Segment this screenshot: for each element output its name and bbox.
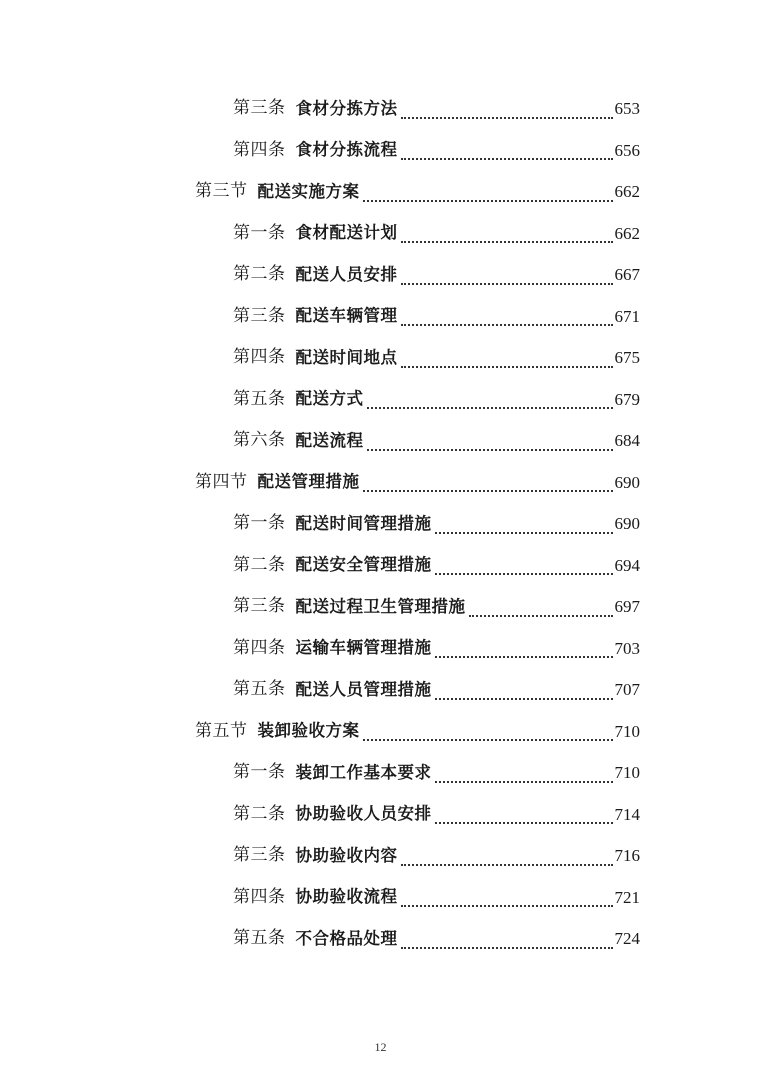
toc-entry[interactable]	[0, 296, 761, 338]
toc-entry-title: 配送人员管理措施	[295, 679, 432, 699]
toc-entry[interactable]	[0, 628, 761, 670]
toc-entry-title: 配送人员安排	[295, 264, 398, 284]
toc-entry[interactable]	[0, 918, 761, 960]
dot-leader	[401, 366, 613, 368]
toc-entry-page: 710	[614, 763, 640, 783]
toc-entry[interactable]	[0, 669, 761, 711]
dot-leader	[435, 781, 613, 783]
toc-entry-label: 第五条	[233, 928, 286, 949]
toc-entry-page: 662	[614, 223, 640, 243]
dot-leader	[401, 905, 613, 907]
toc-entry-page: 703	[614, 638, 640, 658]
toc-entry-page: 724	[614, 929, 640, 949]
toc-entry-title: 食材分拣流程	[295, 140, 398, 159]
toc-entry-label: 第二条	[233, 264, 286, 285]
toc-entry-label: 第二条	[233, 554, 286, 575]
toc-entry[interactable]	[0, 835, 761, 877]
toc-entry-label: 第四条	[233, 637, 286, 658]
toc-entry-title: 运输车辆管理措施	[295, 638, 432, 657]
dot-leader	[367, 449, 613, 451]
toc-entry[interactable]	[0, 545, 761, 587]
toc-entry-label: 第四节	[195, 471, 248, 492]
toc-entry-label: 第一条	[233, 762, 286, 783]
toc-entry[interactable]	[0, 88, 761, 130]
toc-entry-title: 协助验收内容	[295, 845, 398, 865]
toc-entry-label: 第二条	[233, 803, 286, 824]
toc-entry-label: 第五条	[233, 388, 286, 409]
dot-leader	[401, 864, 613, 866]
toc-entry-title: 配送方式	[295, 389, 364, 408]
dot-leader	[401, 324, 613, 326]
toc-entry-page: 656	[614, 140, 640, 160]
toc-entry-page: 662	[614, 182, 640, 202]
toc-section-entry[interactable]	[0, 171, 761, 213]
toc-entry-label: 第四条	[233, 347, 286, 368]
toc-entry-label: 第三条	[233, 98, 286, 119]
toc-entry-label: 第四条	[233, 886, 286, 907]
toc-entry-title: 协助验收人员安排	[295, 804, 432, 823]
toc-entry-page: 694	[614, 555, 640, 575]
toc-section-entry[interactable]	[0, 711, 761, 753]
toc-entry-page: 653	[614, 99, 640, 119]
toc-entry[interactable]	[0, 877, 761, 919]
toc-entry-title: 配送时间地点	[295, 347, 398, 367]
toc-entry-page: 710	[614, 721, 640, 741]
dot-leader	[435, 573, 613, 575]
toc-entry[interactable]	[0, 503, 761, 545]
toc-entry-title: 装卸验收方案	[257, 721, 360, 740]
toc-entry-title: 食材分拣方法	[295, 98, 398, 118]
toc-entry-page: 667	[614, 265, 640, 285]
toc-entry-label: 第三条	[233, 305, 286, 326]
toc-entry-page: 716	[614, 846, 640, 866]
toc-entry-label: 第六条	[233, 430, 286, 451]
dot-leader	[435, 698, 613, 700]
toc-entry-title: 配送过程卫生管理措施	[295, 596, 466, 616]
toc-entry-title: 配送时间管理措施	[295, 513, 432, 533]
toc-entry-title: 配送安全管理措施	[295, 555, 432, 574]
toc-entry-label: 第三条	[233, 596, 286, 617]
toc-entry[interactable]	[0, 130, 761, 172]
toc-entry-page: 697	[614, 597, 640, 617]
dot-leader	[401, 283, 613, 285]
toc-entry-label: 第一条	[233, 222, 286, 243]
toc-entry-page: 671	[614, 306, 640, 326]
toc-entry[interactable]	[0, 337, 761, 379]
toc-entry-title: 配送车辆管理	[295, 306, 398, 325]
toc-entry[interactable]	[0, 213, 761, 255]
toc-entry-label: 第五节	[195, 720, 248, 741]
toc-entry[interactable]	[0, 794, 761, 836]
toc-entry-title: 配送管理措施	[257, 472, 360, 491]
dot-leader	[401, 117, 613, 119]
toc-entry[interactable]	[0, 254, 761, 296]
toc-entry-page: 721	[614, 887, 640, 907]
toc-entry-label: 第三条	[233, 845, 286, 866]
dot-leader	[435, 532, 613, 534]
toc-entry-title: 装卸工作基本要求	[295, 762, 432, 782]
toc-entry-label: 第三节	[195, 181, 248, 202]
toc-entry-label: 第四条	[233, 139, 286, 160]
toc-entry-page: 684	[614, 431, 640, 451]
dot-leader	[401, 947, 613, 949]
toc-entry[interactable]	[0, 420, 761, 462]
table-of-contents	[0, 88, 761, 960]
dot-leader	[367, 407, 613, 409]
toc-entry-title: 配送流程	[295, 430, 364, 450]
dot-leader	[363, 490, 613, 492]
toc-entry[interactable]	[0, 379, 761, 421]
dot-leader	[401, 158, 613, 160]
toc-entry-page: 679	[614, 389, 640, 409]
toc-entry-title: 配送实施方案	[257, 181, 360, 201]
toc-entry-title: 协助验收流程	[295, 887, 398, 906]
toc-entry[interactable]	[0, 752, 761, 794]
dot-leader	[401, 241, 613, 243]
toc-entry[interactable]	[0, 586, 761, 628]
toc-entry-page: 707	[614, 680, 640, 700]
toc-entry-label: 第一条	[233, 513, 286, 534]
toc-entry-page: 675	[614, 348, 640, 368]
toc-entry-title: 食材配送计划	[295, 223, 398, 242]
toc-entry-page: 714	[614, 804, 640, 824]
dot-leader	[469, 615, 613, 617]
dot-leader	[435, 822, 613, 824]
dot-leader	[363, 200, 613, 202]
dot-leader	[363, 739, 613, 741]
dot-leader	[435, 656, 613, 658]
page-number: 12	[374, 1040, 387, 1054]
toc-entry-page: 690	[614, 472, 640, 492]
toc-section-entry[interactable]	[0, 462, 761, 504]
toc-entry-label: 第五条	[233, 679, 286, 700]
toc-entry-page: 690	[614, 514, 640, 534]
toc-entry-title: 不合格品处理	[295, 928, 398, 948]
